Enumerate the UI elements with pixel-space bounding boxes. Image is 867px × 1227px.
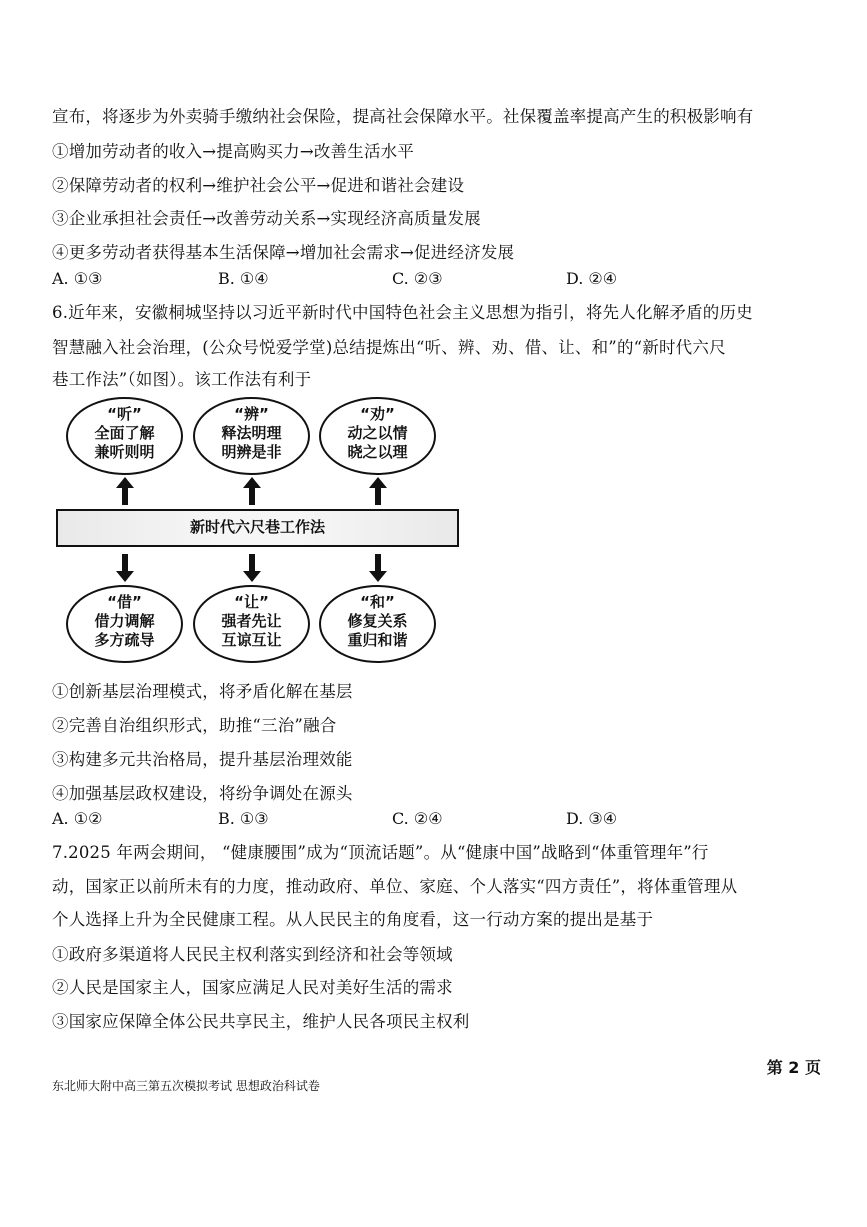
bubble-line: 借力调解 xyxy=(94,612,155,630)
q6-options xyxy=(52,808,692,830)
q7-item-1: ①政府多渠道将人民民主权利落实到经济和社会等领域 xyxy=(52,945,453,964)
bubble-line: 强者先让 xyxy=(221,612,282,630)
bubble-line: 修复关系 xyxy=(347,612,408,630)
q5-stem-line: 宣布，将逐步为外卖骑手缴纳社会保险，提高社会保障水平。社保覆盖率提高产生的积极影响有 xyxy=(52,107,754,126)
bubble-line: 释法明理 xyxy=(221,424,282,442)
bubble-title: “劝” xyxy=(360,405,395,423)
bubble-harmony xyxy=(319,585,436,663)
bubble-persuade xyxy=(319,397,436,475)
q6-item-3: ③构建多元共治格局，提升基层治理效能 xyxy=(52,750,353,769)
bubble-distinguish xyxy=(193,397,310,475)
bubble-line: 动之以情 xyxy=(347,424,408,442)
bubble-listen xyxy=(66,397,183,475)
q7-stem-line-3: 个人选择上升为全民健康工程。从人民民主的角度看，这一行动方案的提出是基于 xyxy=(52,910,654,929)
exam-title-footer: 东北师大附中高三第五次模拟考试 思想政治科试卷 xyxy=(52,1079,320,1093)
arrow-up-icon xyxy=(116,477,134,505)
bubble-title: “和” xyxy=(360,593,395,611)
bubble-line: 晓之以理 xyxy=(347,443,408,461)
bubble-title: “听” xyxy=(107,405,142,423)
arrow-down-icon xyxy=(243,554,261,582)
q7-item-3: ③国家应保障全体公民共享民主，维护人民各项民主权利 xyxy=(52,1012,470,1031)
q6-stem-line-3: 巷工作法”（如图）。该工作法有利于 xyxy=(52,370,312,389)
q6-item-4: ④加强基层政权建设，将纷争调处在源头 xyxy=(52,784,353,803)
arrow-up-icon xyxy=(369,477,387,505)
q7-stem-line-2: 动，国家正以前所未有的力度，推动政府、单位、家庭、个人落实“四方责任”，将体重管理从 xyxy=(52,877,738,896)
q6-option-c[interactable]: C. ②④ xyxy=(392,809,443,828)
bubble-line: 明辨是非 xyxy=(221,443,282,461)
six-foot-lane-diagram xyxy=(52,397,422,665)
q5-option-b[interactable]: B. ①④ xyxy=(218,269,269,288)
q5-item-3: ③企业承担社会责任→改善劳动关系→实现经济高质量发展 xyxy=(52,209,481,228)
bubble-title: “辨” xyxy=(234,405,269,423)
diagram-center-bar: 新时代六尺巷工作法 xyxy=(56,509,459,547)
bubble-yield xyxy=(193,585,310,663)
q7-item-2: ②人民是国家主人，国家应满足人民对美好生活的需求 xyxy=(52,978,453,997)
page-number: 第 2 页 xyxy=(766,1058,821,1077)
bubble-title: “让” xyxy=(234,593,269,611)
q7-stem-line-1: 7.2025 年两会期间， “健康腰围”成为“顶流话题”。从“健康中国”战略到“体重管理年”行 xyxy=(52,843,709,862)
bubble-line: 兼听则明 xyxy=(94,443,155,461)
q5-option-d[interactable]: D. ②④ xyxy=(566,269,618,288)
q6-stem-line-1: 6.近年来，安徽桐城坚持以习近平新时代中国特色社会主义思想为指引，将先人化解矛盾的历史 xyxy=(52,303,753,322)
bubble-line: 多方疏导 xyxy=(94,631,155,649)
q6-option-d[interactable]: D. ③④ xyxy=(566,809,618,828)
bubble-line: 全面了解 xyxy=(94,424,155,442)
bubble-borrow xyxy=(66,585,183,663)
q5-option-c[interactable]: C. ②③ xyxy=(392,269,443,288)
bubble-line: 重归和谐 xyxy=(347,631,408,649)
q5-item-2: ②保障劳动者的权利→维护社会公平→促进和谐社会建设 xyxy=(52,176,465,195)
q5-item-1: ①增加劳动者的收入→提高购买力→改善生活水平 xyxy=(52,142,415,161)
arrow-down-icon xyxy=(369,554,387,582)
q5-options xyxy=(52,268,692,290)
q5-item-4: ④更多劳动者获得基本生活保障→增加社会需求→促进经济发展 xyxy=(52,243,515,262)
q6-stem-line-2: 智慧融入社会治理，(公众号悦爱学堂)总结提炼出“听、辨、劝、借、让、和”的“新时代六尺 xyxy=(52,338,726,357)
arrow-up-icon xyxy=(243,477,261,505)
arrow-down-icon xyxy=(116,554,134,582)
q6-option-b[interactable]: B. ①③ xyxy=(218,809,269,828)
q5-option-a[interactable]: A. ①③ xyxy=(52,269,103,288)
q6-item-1: ①创新基层治理模式，将矛盾化解在基层 xyxy=(52,682,353,701)
q6-option-a[interactable]: A. ①② xyxy=(52,809,103,828)
q6-item-2: ②完善自治组织形式，助推“三治”融合 xyxy=(52,716,337,735)
bubble-line: 互谅互让 xyxy=(221,631,282,649)
bubble-title: “借” xyxy=(107,593,142,611)
